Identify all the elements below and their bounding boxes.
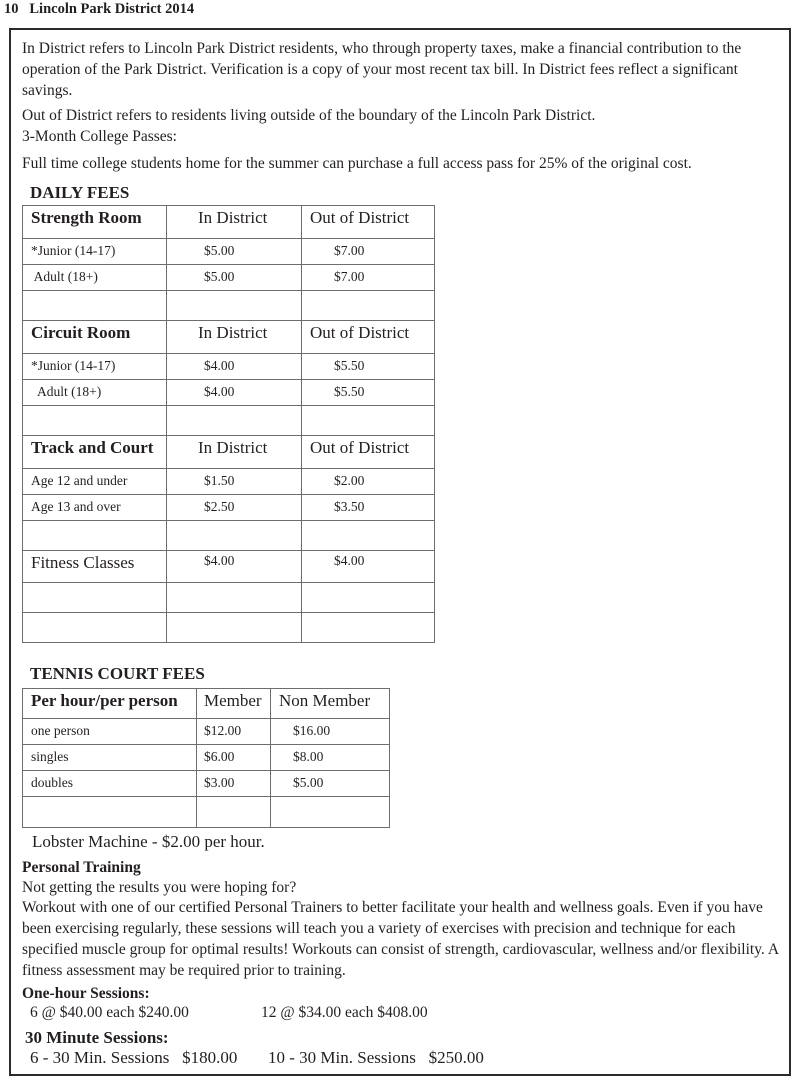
table-cell xyxy=(167,521,302,551)
table-header-row xyxy=(23,206,435,239)
table-empty-row xyxy=(23,291,435,321)
table-cell xyxy=(302,354,435,380)
table-cell xyxy=(271,771,390,797)
table-cell xyxy=(197,797,271,828)
fee-value: $3.50 xyxy=(334,499,365,514)
fee-value: Out of District xyxy=(310,438,410,457)
table-row xyxy=(23,469,435,495)
table-cell xyxy=(302,583,435,613)
table-cell xyxy=(302,380,435,406)
row-label: Age 12 and under xyxy=(31,473,128,488)
table-cell xyxy=(167,495,302,521)
fee-value: $4.00 xyxy=(204,553,235,568)
thirty-minute-sessions-heading: 30 Minute Sessions: xyxy=(25,1028,169,1047)
fee-value: In District xyxy=(198,323,268,342)
fee-value: $5.50 xyxy=(334,384,365,399)
table-header-row xyxy=(23,321,435,354)
table-cell xyxy=(302,469,435,495)
fee-value: $8.00 xyxy=(293,749,324,764)
table-cell xyxy=(23,797,197,828)
fee-value: Non Member xyxy=(279,691,371,710)
fee-value: $5.50 xyxy=(334,358,365,373)
row-label: Adult (18+) xyxy=(31,384,102,399)
fee-value xyxy=(302,521,434,525)
table-cell xyxy=(167,380,302,406)
table-cell xyxy=(167,239,302,265)
row-label: doubles xyxy=(31,775,73,790)
fee-value: $1.50 xyxy=(204,473,235,488)
table-cell xyxy=(302,321,435,354)
personal-training-question: Not getting the results you were hoping for? xyxy=(22,879,297,896)
table-cell xyxy=(167,436,302,469)
row-label: singles xyxy=(31,749,69,764)
table-cell xyxy=(23,745,197,771)
thirty-minute-option-10: 10 - 30 Min. Sessions $250.00 xyxy=(268,1048,484,1067)
table-cell xyxy=(197,719,271,745)
table-cell xyxy=(23,771,197,797)
row-label xyxy=(23,797,196,801)
table-cell xyxy=(167,551,302,583)
fee-value: $6.00 xyxy=(204,749,235,764)
table-cell xyxy=(23,613,167,643)
row-label xyxy=(23,521,166,525)
fee-value xyxy=(302,291,434,295)
table-cell xyxy=(302,521,435,551)
table-cell xyxy=(302,406,435,436)
table-cell xyxy=(23,719,197,745)
table-empty-row xyxy=(23,613,435,643)
table-cell xyxy=(167,206,302,239)
fee-value: $5.00 xyxy=(204,269,235,284)
table-cell xyxy=(23,291,167,321)
fee-value: $4.00 xyxy=(334,553,365,568)
table-cell xyxy=(302,436,435,469)
table-cell xyxy=(23,469,167,495)
table-cell xyxy=(23,380,167,406)
row-label: Track and Court xyxy=(31,438,154,457)
fee-value: $4.00 xyxy=(204,384,235,399)
table-cell xyxy=(23,436,167,469)
row-label: Adult (18+) xyxy=(31,269,98,284)
personal-training-heading: Personal Training xyxy=(22,859,141,876)
table-empty-row xyxy=(23,583,435,613)
table-cell xyxy=(23,406,167,436)
row-label xyxy=(23,613,166,617)
table-cell xyxy=(167,406,302,436)
table-row xyxy=(23,354,435,380)
fee-value xyxy=(302,583,434,587)
table-row xyxy=(23,265,435,291)
fee-value xyxy=(302,613,434,617)
table-cell xyxy=(167,469,302,495)
personal-training-description: Workout with one of our certified Personal Trainers to better facilitate your health and wellness goals. Even if you have been exercising regularly, these sessions will teach you a variety of exercises with precision and technique for each specified muscle group for optimal results! Workouts can consist of strength, cardiovascular, wellness and/or flexibility. A fitness assessment may be required prior to training. xyxy=(22,899,779,979)
running-head: 10 Lincoln Park District 2014 xyxy=(4,1,195,17)
row-label: *Junior (14-17) xyxy=(31,358,116,373)
row-label: Strength Room xyxy=(31,208,142,227)
table-cell xyxy=(23,551,167,583)
table-cell xyxy=(197,689,271,719)
fee-value xyxy=(271,797,389,801)
table-cell xyxy=(23,495,167,521)
one-hour-option-12: 12 @ $34.00 each $408.00 xyxy=(261,1004,428,1021)
table-cell xyxy=(271,797,390,828)
table-cell xyxy=(23,206,167,239)
fee-value: In District xyxy=(198,438,268,457)
fee-value: $4.00 xyxy=(204,358,235,373)
table-row xyxy=(23,719,390,745)
tennis-fees-heading: TENNIS COURT FEES xyxy=(30,664,205,683)
one-hour-sessions-heading: One-hour Sessions: xyxy=(22,985,150,1002)
table-cell xyxy=(302,291,435,321)
table-row xyxy=(23,495,435,521)
tennis-fees-table xyxy=(22,688,390,828)
thirty-minute-option-6: 6 - 30 Min. Sessions $180.00 xyxy=(30,1048,238,1067)
table-cell xyxy=(23,689,197,719)
table-row xyxy=(23,771,390,797)
fee-value: $5.00 xyxy=(293,775,324,790)
table-cell xyxy=(302,206,435,239)
table-cell xyxy=(23,321,167,354)
table-row xyxy=(23,380,435,406)
one-hour-option-6: 6 @ $40.00 each $240.00 xyxy=(30,1004,189,1021)
table-row xyxy=(23,745,390,771)
table-cell xyxy=(197,745,271,771)
table-cell xyxy=(23,521,167,551)
fee-value xyxy=(167,613,301,617)
intro-paragraph-in-district: In District refers to Lincoln Park District residents, who through property taxes, make a financial contribution to the operation of the Park District. Verification is a copy of your most recent tax bill. In District fees reflect a significant savings. xyxy=(22,40,742,99)
table-cell xyxy=(167,583,302,613)
college-passes-text: Full time college students home for the summer can purchase a full access pass for 25% of the original cost. xyxy=(22,155,692,172)
table-cell xyxy=(302,495,435,521)
fee-value xyxy=(197,797,270,801)
row-label: *Junior (14-17) xyxy=(31,243,116,258)
fee-value: Member xyxy=(204,691,262,710)
table-cell xyxy=(23,265,167,291)
row-label: Fitness Classes xyxy=(31,553,135,572)
table-row xyxy=(23,239,435,265)
fee-value xyxy=(167,521,301,525)
daily-fees-heading: DAILY FEES xyxy=(30,183,130,202)
table-cell xyxy=(167,321,302,354)
table-empty-row xyxy=(23,521,435,551)
table-cell xyxy=(197,771,271,797)
fee-value: $12.00 xyxy=(204,723,242,738)
table-cell xyxy=(302,551,435,583)
table-header-row xyxy=(23,436,435,469)
fee-value xyxy=(167,406,301,410)
fee-value xyxy=(167,291,301,295)
table-cell xyxy=(167,613,302,643)
table-cell xyxy=(167,291,302,321)
row-label: Age 13 and over xyxy=(31,499,121,514)
daily-fees-table xyxy=(22,205,435,643)
row-label xyxy=(23,291,166,295)
fee-value xyxy=(302,406,434,410)
lobster-machine-note: Lobster Machine - $2.00 per hour. xyxy=(32,832,265,851)
table-row xyxy=(23,551,435,583)
row-label xyxy=(23,406,166,410)
fee-value: $16.00 xyxy=(293,723,331,738)
table-cell xyxy=(271,689,390,719)
fee-value: $2.00 xyxy=(334,473,365,488)
row-label xyxy=(23,583,166,587)
table-cell xyxy=(23,583,167,613)
table-cell xyxy=(271,719,390,745)
table-empty-row xyxy=(23,797,390,828)
fee-value: Out of District xyxy=(310,208,410,227)
table-cell xyxy=(23,239,167,265)
intro-paragraph-out-of-district: Out of District refers to residents living outside of the boundary of the Lincoln Park District. xyxy=(22,107,596,124)
table-cell xyxy=(23,354,167,380)
fee-value: Out of District xyxy=(310,323,410,342)
fee-value: $3.00 xyxy=(204,775,235,790)
fee-value: $7.00 xyxy=(334,269,365,284)
fee-value: $5.00 xyxy=(204,243,235,258)
college-passes-label: 3-Month College Passes: xyxy=(22,128,177,145)
table-cell xyxy=(167,265,302,291)
fee-value xyxy=(167,583,301,587)
fee-value: $2.50 xyxy=(204,499,235,514)
fee-value: In District xyxy=(198,208,268,227)
table-cell xyxy=(167,354,302,380)
row-label: one person xyxy=(31,723,90,738)
table-empty-row xyxy=(23,406,435,436)
table-cell xyxy=(271,745,390,771)
row-label: Per hour/per person xyxy=(31,691,178,710)
table-header-row xyxy=(23,689,390,719)
fee-value: $7.00 xyxy=(334,243,365,258)
table-cell xyxy=(302,265,435,291)
row-label: Circuit Room xyxy=(31,323,131,342)
table-cell xyxy=(302,239,435,265)
table-cell xyxy=(302,613,435,643)
